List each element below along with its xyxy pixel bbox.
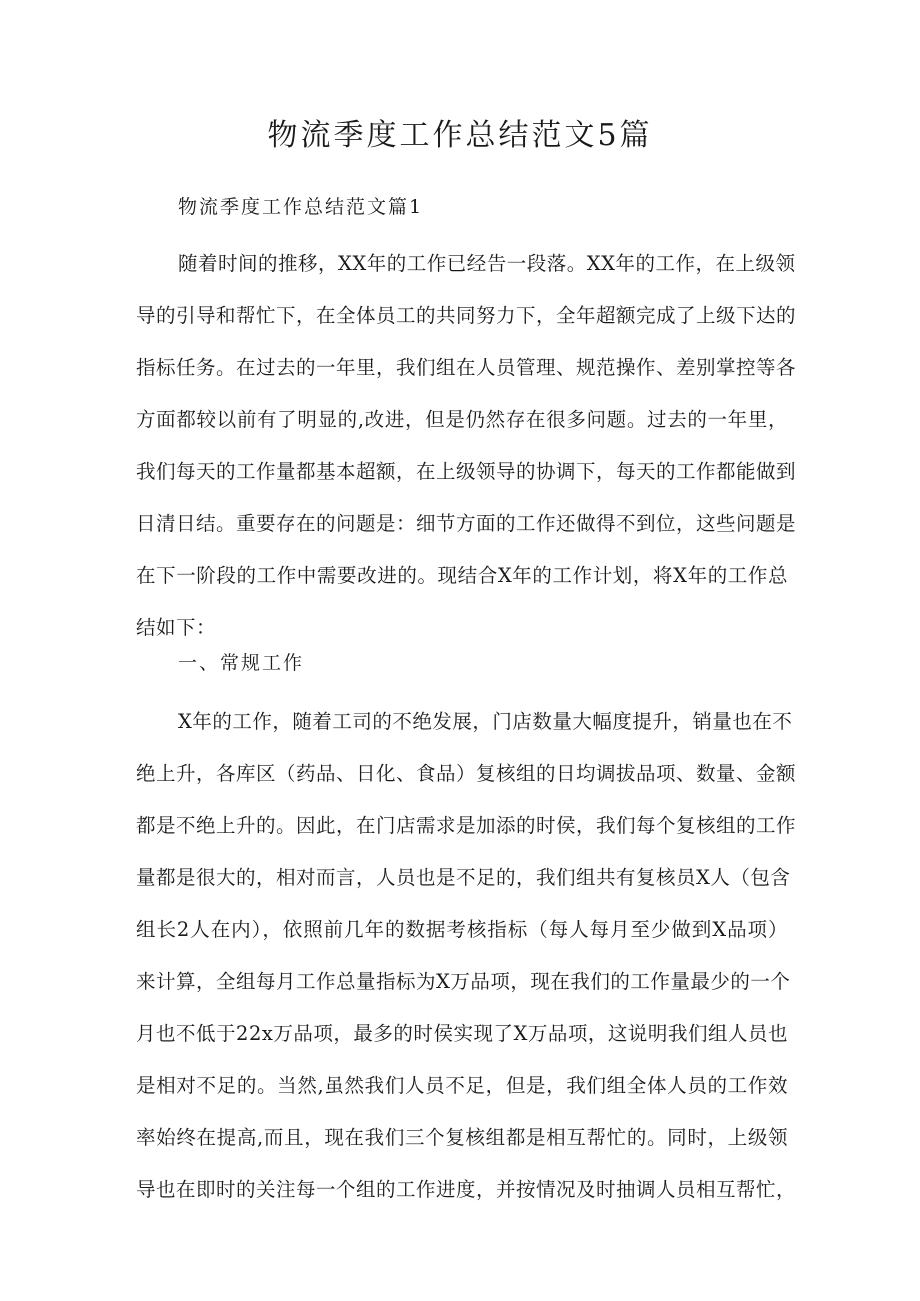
paragraph-line: 来计算，全组每月工作总量指标为X万品项，现在我们的工作量最少的一个 [136,970,791,993]
document-title: 物流季度工作总结范文5篇 [267,118,653,153]
paragraph-line: 都是不绝上升的。因此，在门店需求是加添的时侯，我们每个复核组的工作 [136,814,797,837]
paragraph-2 [136,696,797,1216]
paragraph-line: 方面都较以前有了明显的,改进，但是仍然存在很多问题。过去的一年里， [136,408,788,431]
paragraph-line: 绝上升，各库区（药品、日化、食品）复核组的日均调拔品项、数量、金额 [136,762,797,785]
paragraph-line: 日清日结。重要存在的问题是：细节方面的工作还做得不到位，这些问题是 [136,512,797,535]
paragraph-line: 量都是很大的，相对而言，人员也是不足的，我们组共有复核员X人（包含 [136,866,791,889]
paragraph-line: 组长2人在内），依照前几年的数据考核指标（每人每月至少做到X品项） [136,918,788,941]
paragraph-line: 指标任务。在过去的一年里，我们组在人员管理、规范操作、差别掌控等各 [136,356,797,379]
paragraph-line: 率始终在提高,而且，现在我们三个复核组都是相互帮忙的。同时，上级领 [136,1126,788,1149]
paragraph-line: 在下一阶段的工作中需要改进的。现结合X年的工作计划，将X年的工作总 [136,564,788,587]
paragraph-line: 是相对不足的。当然,虽然我们人员不足，但是，我们组全体人员的工作效 [136,1074,788,1097]
paragraph-1 [136,238,797,654]
article-subtitle: 物流季度工作总结范文篇1 [178,196,424,218]
paragraph-line: 导的引导和帮忙下，在全体员工的共同努力下，全年超额完成了上级下达的 [136,304,797,327]
paragraph-line: 月也不低于22x万品项，最多的时侯实现了X万品项，这说明我们组人员也 [136,1022,788,1045]
paragraph-line: 随着时间的推移，XX年的工作已经告一段落。XX年的工作，在上级领 [178,252,796,275]
paragraph-line: 我们每天的工作量都基本超额，在上级领导的协调下，每天的工作都能做到 [136,460,797,483]
paragraph-line: 导也在即时的关注每一个组的工作进度，并按情况及时抽调人员相互帮忙， [136,1178,797,1201]
section-heading-routine-work: 一、常规工作 [178,652,305,674]
paragraph-line: 结如下： [136,616,217,639]
paragraph-line: X年的工作，随着工司的不绝发展，门店数量大幅度提升，销量也在不 [178,710,793,733]
